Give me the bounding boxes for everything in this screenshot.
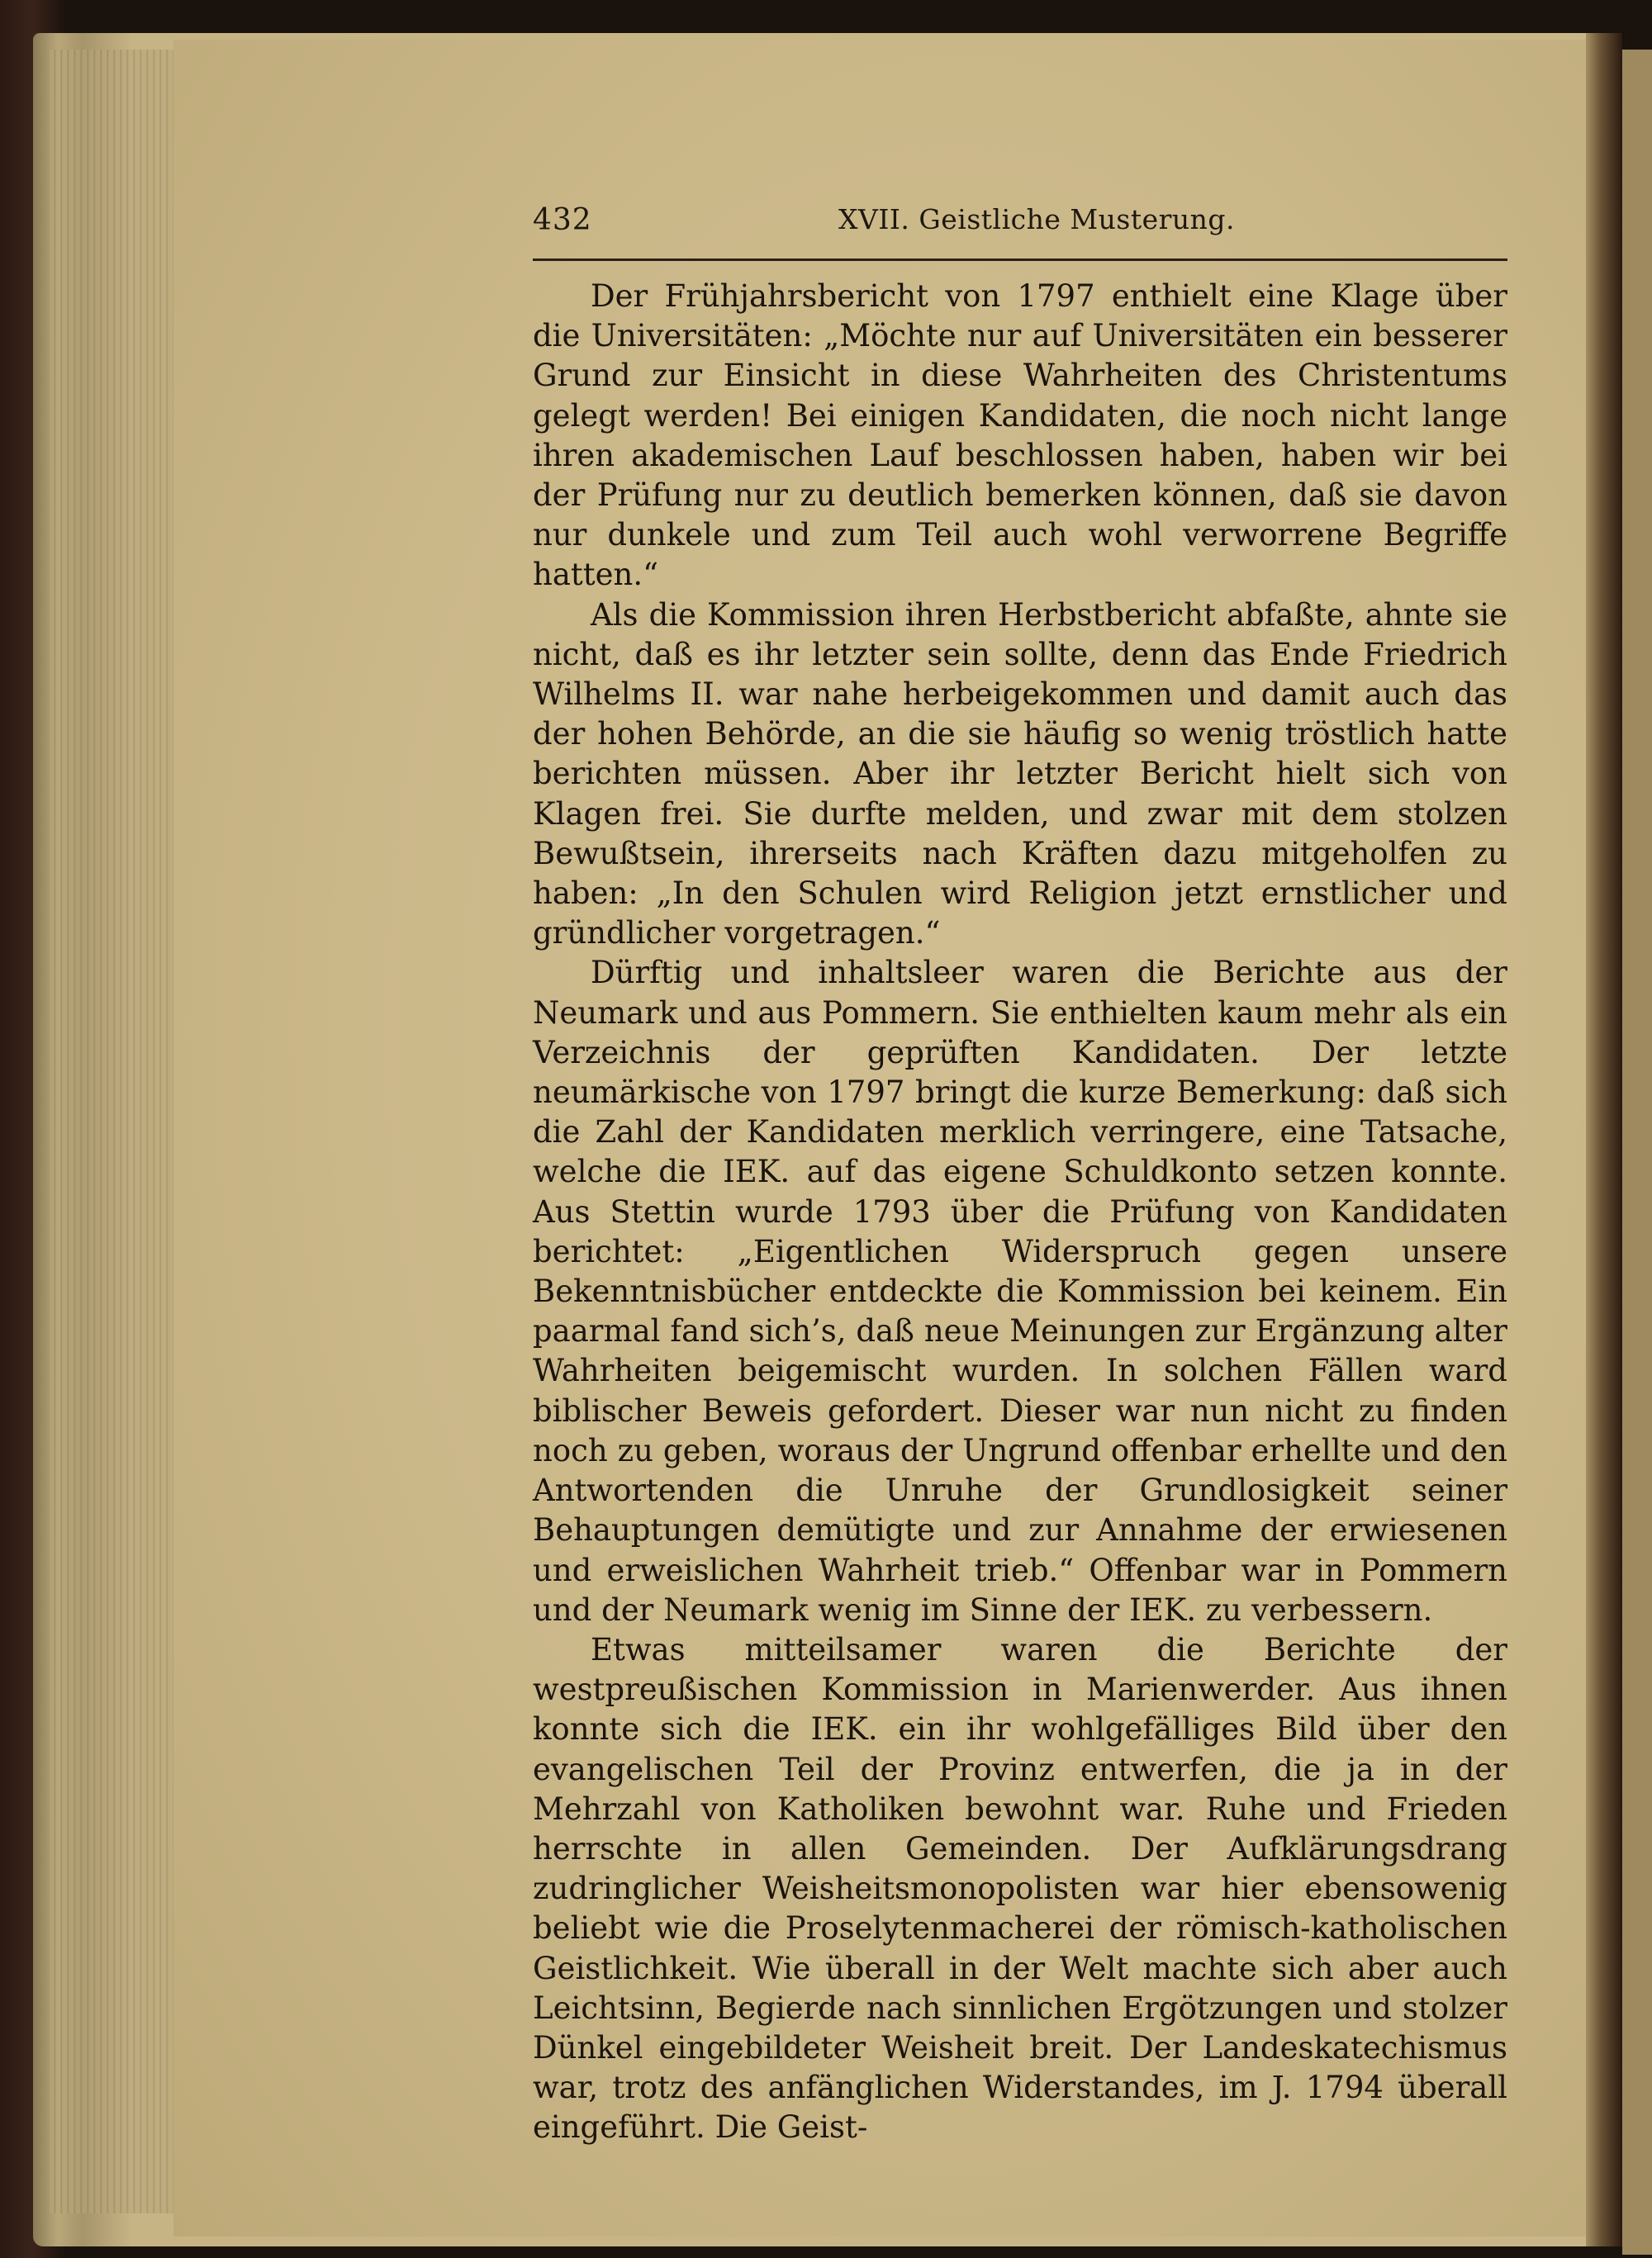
header-rule: [533, 259, 1507, 261]
paragraph-3: Dürftig und inhaltsleer waren die Berichte aus der Neumark und aus Pommern. Sie enthielten kaum mehr als ein Verzeichnis der geprüften Kandidaten. Der letzte neumärkische von 1797 bringt die kurze Bemerkung: daß sich die Zahl der Kandidaten merklich verringere, eine Tatsache, welche die IEK. auf das eigene Schuldkonto setzen konnte. Aus Stettin wurde 1793 über die Prüfung von Kandidaten berichtet: „Eigentlichen Widerspruch gegen unsere Bekenntnisbücher entdeckte die Kommission bei keinem. Ein paarmal fand sich’s, daß neue Meinungen zur Ergänzung alter Wahrheiten beigemischt wurden. In solchen Fällen ward biblischer Beweis gefordert. Dieser war nun nicht zu finden noch zu geben, woraus der Ungrund offenbar erhellte und den Antwortenden die Unruhe der Grundlosigkeit seiner Behauptungen demütigte und zur Annahme der erwiesenen und erweislichen Wahrheit trieb.“ Offenbar war in Pommern und der Neumark wenig im Sinne der IEK. zu verbessern.: [533, 955, 1507, 1628]
page-number: 432: [533, 203, 592, 237]
paragraph-4: Etwas mitteilsamer waren die Berichte der westpreußischen Kommission in Marienwerder. Aus ihnen konnte sich die IEK. ein ihr wohlgefälliges Bild über den evangelischen Teil der Provinz entwerfen, die ja in der Mehrzahl von Katholiken bewohnt war. Ruhe und Frieden herrschte in allen Gemeinden. Der Aufklärungsdrang zudringlicher Weisheitsmonopolisten war hier ebensowenig beliebt wie die Proselytenmacherei der römisch-katholischen Geistlichkeit. Wie überall in der Welt machte sich aber auch Leichtsinn, Begierde nach sinnlichen Ergötzungen und stolzer Dünkel eingebildeter Weisheit breit. Der Landeskatechismus war, trotz des anfänglichen Widerstandes, im J. 1794 überall eingeführt. Die Geist-: [533, 1631, 1507, 2146]
book-gutter: [1586, 33, 1622, 2246]
paragraph-1: Der Frühjahrsbericht von 1797 enthielt eine Klage über die Universitäten: „Möchte nur auf Universitäten ein besserer Grund zur Einsicht in diese Wahrheiten des Christentums gelegt werden! Bei einigen Kandidaten, die noch nicht lange ihren akademischen Lauf beschlossen haben, haben wir bei der Prüfung nur zu deutlich bemerken können, daß sie davon nur dunkele und zum Teil auch wohl verworrene Begriffe hatten.“: [533, 278, 1507, 593]
running-header: [533, 203, 1503, 246]
page-edges: [50, 50, 190, 2213]
body-text: [533, 277, 1507, 2148]
paragraph-2: Als die Kommission ihren Herbstbericht abfaßte, ahnte sie nicht, daß es ihr letzter sein sollte, denn das Ende Friedrich Wilhelms II. war nahe herbeigekommen und damit auch das der hohen Behörde, an die sie häufig so wenig tröstlich hatte berichten müssen. Aber ihr letzter Bericht hielt sich von Klagen frei. Sie durfte melden, und zwar mit dem stolzen Bewußtsein, ihrerseits nach Kräften dazu mitgeholfen zu haben: „In den Schulen wird Religion jetzt ernstlicher und gründlicher vorgetragen.“: [533, 596, 1507, 951]
facing-page-edge: [1622, 50, 1652, 2255]
chapter-title: XVII. Geistliche Musterung.: [838, 203, 1236, 235]
